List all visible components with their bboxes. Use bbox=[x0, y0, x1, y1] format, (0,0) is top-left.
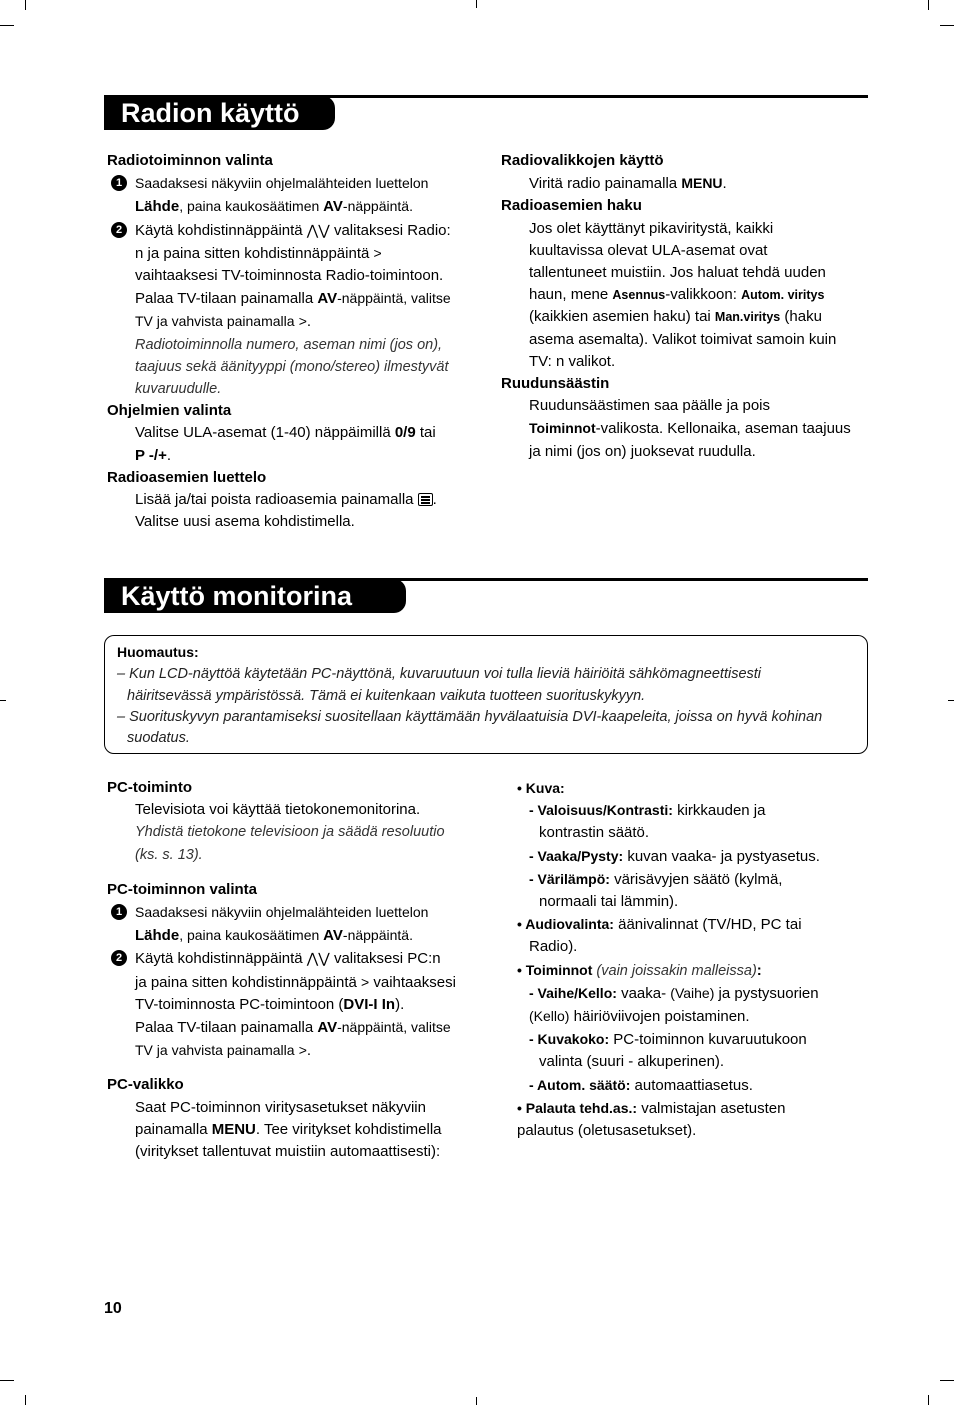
step-2: 2 Käytä kohdistinnäppäintä ⋀⋁ valitaksesi Radio: n ja paina sitten kohdistinnäppäintä > vaihtaaksesi TV-toiminnosta Radio-toimintoon. Palaa TV-tilaan painamalla AV-näppäintä, valitse TV ja vahvista painamalla >. Radiotoiminnolla numero, aseman nimi (jos on), taajuus sekä äänityyppi (mono/stereo) ilmestyvät kuvaruudulle. bbox=[107, 219, 477, 401]
program-selection-text: Valitse ULA-asemat (1-40) näppäimillä 0/9 tai P -/+. bbox=[135, 424, 436, 464]
pc-menu-text: Saat PC-toiminnon viritysasetukset näkyviin painamalla MENU. Tee viritykset kohdistimella (viritykset tallentuvat muistiin automaattisesti): bbox=[135, 1098, 442, 1161]
station-search-text: Jos olet käyttänyt pikaviritystä, kaikki kuultavissa olevat ULA-asemat ovat tallentuneet muistiin. Jos haluat tehdä uuden haun, mene Asennus-valikkoon: Autom. viritys (kaikkien asemien haku) tai Man.viritys (haku asema asemalta). Valikot toimivat samoin kuin TV: n valikot. bbox=[529, 219, 837, 370]
radio-menus-text: Viritä radio painamalla MENU. bbox=[529, 175, 727, 193]
crop-mark bbox=[25, 1395, 26, 1405]
item-kuvakoko: - Kuvakoko: PC-toiminnon kuvaruutukoon valinta (suuri - alkuperinen). bbox=[529, 1031, 807, 1071]
radio-right-column bbox=[501, 150, 871, 463]
item-kuva: • Kuva: bbox=[517, 780, 565, 796]
crop-mark bbox=[476, 1397, 477, 1405]
item-valoisuus: - Valoisuus/Kontrasti: kirkkauden ja kontrastin säätö. bbox=[529, 802, 766, 842]
heading-station-search: Radioasemien haku bbox=[501, 197, 642, 215]
page-number: 10 bbox=[104, 1300, 122, 1317]
crop-mark bbox=[0, 25, 14, 26]
italic-note: Radiotoiminnolla numero, aseman nimi (jos on), taajuus sekä äänityyppi (mono/stereo) ilmestyvät kuvaruudulle. bbox=[135, 336, 449, 398]
step-number-2-icon: 2 bbox=[111, 950, 127, 966]
up-down-arrow-icon: ⋀⋁ bbox=[306, 950, 330, 967]
heading-radio-menus: Radiovalikkojen käyttö bbox=[501, 152, 664, 169]
crop-mark bbox=[928, 0, 929, 10]
crop-mark bbox=[928, 1395, 929, 1405]
item-vaaka: - Vaaka/Pysty: kuvan vaaka- ja pystyasetus. bbox=[529, 847, 820, 865]
up-down-arrow-icon: ⋀⋁ bbox=[306, 221, 330, 238]
right-arrow-icon: > bbox=[298, 313, 307, 330]
step-1: 1 Saadaksesi näkyviin ohjelmalähteiden luettelon Lähde, paina kaukosäätimen AV-näppäintä. bbox=[107, 172, 477, 218]
crop-mark bbox=[0, 700, 6, 701]
section-title-radio: Radion käyttö bbox=[104, 96, 335, 130]
item-palauta: • Palauta tehd.as.: valmistajan asetusten palautus (oletusasetukset). bbox=[517, 1099, 786, 1140]
heading-pc-menu: PC-valikko bbox=[107, 1076, 184, 1094]
crop-mark bbox=[940, 25, 954, 26]
right-arrow-icon: > bbox=[298, 1042, 307, 1059]
item-varilampo: - Värilämpö: värisävyjen säätö (kylmä, normaali tai lämmin). bbox=[529, 870, 783, 911]
heading-program-selection: Ohjelmien valinta bbox=[107, 402, 232, 420]
section-title-monitor: Käyttö monitorina bbox=[104, 579, 406, 613]
step-number-1-icon: 1 bbox=[111, 904, 127, 920]
crop-mark bbox=[948, 700, 954, 701]
right-arrow-icon: > bbox=[361, 973, 370, 990]
note-box bbox=[104, 635, 868, 754]
pc-mode-text: Televisiota voi käyttää tietokonemonitorina. Yhdistä tietokone televisioon ja säädä resoluutio (ks. s. 13). bbox=[135, 801, 445, 863]
heading-pc-mode: PC-toiminto bbox=[107, 779, 192, 796]
crop-mark bbox=[940, 1380, 954, 1381]
crop-mark bbox=[25, 0, 26, 10]
step-number-2-icon: 2 bbox=[111, 222, 127, 238]
step-2: 2 Käytä kohdistinnäppäintä ⋀⋁ valitaksesi PC:n ja paina sitten kohdistinnäppäintä > vaihtaaksesi TV-toiminnosta PC-toimintoon (DVI-I In). Palaa TV-tilaan painamalla AV-näppäintä, valitse TV ja vahvista painamalla >. bbox=[107, 947, 477, 1062]
crop-mark bbox=[0, 1380, 14, 1381]
crop-mark bbox=[476, 0, 477, 8]
station-list-text: Lisää ja/tai poista radioasemia painamalla . Valitse uusi asema kohdistimella. bbox=[135, 491, 437, 531]
right-arrow-icon: > bbox=[373, 244, 382, 261]
step-number-1-icon: 1 bbox=[111, 175, 127, 191]
monitor-right-column bbox=[517, 777, 867, 1142]
radio-left-column bbox=[107, 150, 477, 533]
item-toiminnot: • Toiminnot (vain joissakin malleissa): bbox=[517, 961, 762, 979]
heading-pc-selection: PC-toiminnon valinta bbox=[107, 880, 257, 898]
item-vaihe: - Vaihe/Kello: vaaka- (Vaihe) ja pystysuorien (Kello) häiriöviivojen poistaminen. bbox=[529, 984, 819, 1026]
item-audiovalinta: • Audiovalinta: äänivalinnat (TV/HD, PC tai Radio). bbox=[517, 916, 802, 956]
monitor-left-column bbox=[107, 777, 477, 1163]
list-icon bbox=[418, 493, 433, 506]
heading-station-list: Radioasemien luettelo bbox=[107, 468, 267, 486]
step-1: 1 Saadaksesi näkyviin ohjelmalähteiden luettelon Lähde, paina kaukosäätimen AV-näppäintä. bbox=[107, 901, 477, 947]
heading-screensaver: Ruudunsäästin bbox=[501, 375, 610, 393]
item-autom: - Autom. säätö: automaattiasetus. bbox=[529, 1076, 753, 1094]
screensaver-text: Ruudunsäästimen saa päälle ja pois Toiminnot-valikosta. Kellonaika, aseman taajuus ja nimi (jos on) juoksevat ruudulla. bbox=[529, 397, 851, 460]
heading-radio-selection: Radiotoiminnon valinta bbox=[107, 152, 273, 169]
note-text: Huomautus: – Kun LCD-näyttöä käytetään PC-näyttönä, kuvaruutuun voi tulla lieviä häiriöitä sähkömagneettisesti häiritsevässä ympäristössä. Tämä ei kuitenkaan vaikuta tuotteen suorituskykyyn. – Suorituskyvyn parantamiseksi suositellaan käyttämään hyvälaatuisia DVI-kaapeleita, joissa on hyvä kohinan suodatus. bbox=[117, 644, 823, 747]
note-heading: Huomautus: bbox=[117, 644, 199, 660]
